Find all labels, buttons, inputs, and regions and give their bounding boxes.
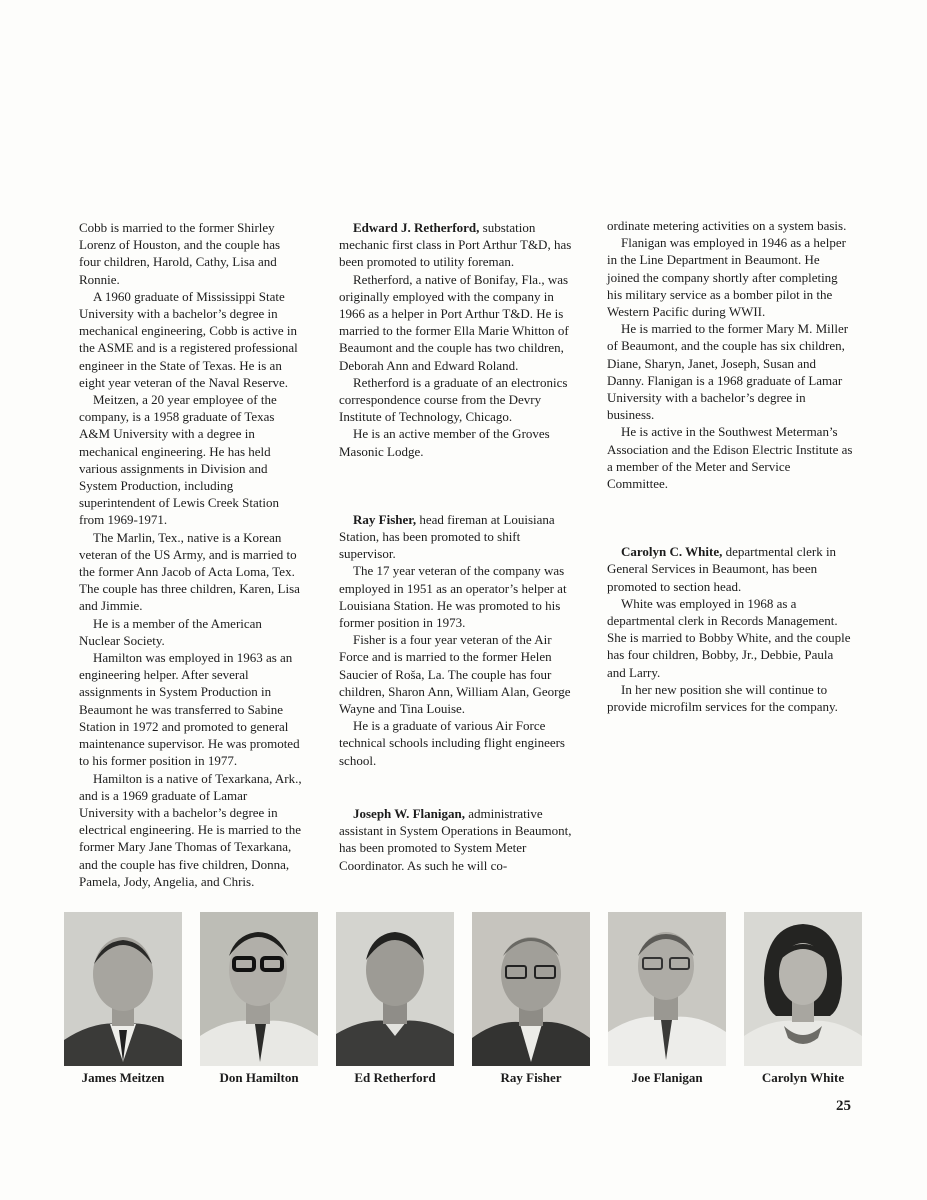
portrait-caption: Don Hamilton bbox=[219, 1070, 299, 1085]
portrait-caption: Ed Retherford bbox=[354, 1070, 436, 1085]
fisher-lead-text: head fireman at Louisiana Station, has been promoted to shift supervisor. bbox=[339, 511, 555, 562]
paragraph: Fisher is a four year veteran of the Air Force and is married to the former Helen Saucier of Roša, La. The couple has four children, Sharon Ann, William Alan, George Wayne and Tina Louise. bbox=[339, 632, 571, 717]
paragraph: Hamilton is a native of Texarkana, Ark., and is a 1969 graduate of Lamar University with a bachelor’s degree in electrical engineering. He is married to the former Mary Jane Thomas of Texarkana, and the couple has five children, Donna, Pamela, Jody, Angelia, and Chris. bbox=[79, 770, 302, 889]
flanigan-lead-text: administrative assistant in System Operations in Beaumont, has been promoted to System Meter Coordinator. As such he will co- bbox=[339, 805, 572, 873]
paragraph: He is married to the former Mary M. Miller of Beaumont, and the couple has six children, Diane, Sharyn, Janet, Joseph, Susan and Danny. Flanigan is a 1968 graduate of Lamar University with a bachelor’s degree in business. bbox=[607, 321, 849, 423]
portrait-card bbox=[744, 912, 862, 1085]
white-lead-text: departmental clerk in General Services in Beaumont, has been promoted to section head. bbox=[607, 544, 837, 594]
paragraph: The 17 year veteran of the company was employed in 1951 as an operator’s helper at Louisiana Station. He was promoted to his former position in 1973. bbox=[339, 563, 567, 631]
paragraph: Meitzen, a 20 year employee of the company, is a 1958 graduate of Texas A&M University with a degree in mechanical engineering. He has held various assignments in Division and System Production, including superintendent of Lewis Creek Station from 1969-1971. bbox=[79, 392, 280, 528]
retherford-lead-text: substation mechanic first class in Port Arthur T&D, has been promoted to utility foreman. bbox=[339, 220, 572, 270]
portrait-strip bbox=[0, 912, 927, 1092]
paragraph: He is a graduate of various Air Force technical schools including flight engineers school. bbox=[339, 718, 565, 768]
portrait-caption: Ray Fisher bbox=[500, 1070, 562, 1085]
fisher-name: Ray Fisher, bbox=[353, 511, 417, 527]
paragraph: He is active in the Southwest Meterman’s Association and the Edison Electric Institute as a member of the Meter and Service Committee. bbox=[607, 424, 853, 492]
paragraph: The Marlin, Tex., native is a Korean veteran of the US Army, and is married to the former Ann Jacob of Acta Loma, Tex. The couple has three children, Karen, Lisa and Jimmie. bbox=[79, 529, 300, 614]
article-column-2 bbox=[339, 219, 577, 874]
portrait-photo bbox=[744, 912, 862, 1066]
paragraph: ordinate metering activities on a system basis. bbox=[607, 218, 847, 233]
paragraph: In her new position she will continue to provide microfilm services for the company. bbox=[607, 681, 838, 715]
portrait-caption: James Meitzen bbox=[81, 1070, 165, 1085]
paragraph: Cobb is married to the former Shirley Lorenz of Houston, and the couple has four children, Harold, Cathy, Lisa and Ronnie. bbox=[79, 220, 281, 287]
paragraph: Hamilton was employed in 1963 as an engineering helper. After several assignments in System Production in Beaumont he was transferred to Sabine Station in 1972 and promoted to general maintenance supervisor. He was promoted to his former position in 1977. bbox=[79, 650, 300, 769]
paragraph: White was employed in 1968 as a departmental clerk in Records Management. She is married to Bobby White, and the couple has four children, Bobby, Jr., Debbie, Paula and Larry. bbox=[607, 595, 851, 680]
paragraph: He is a member of the American Nuclear Society. bbox=[79, 615, 262, 648]
portrait-caption: Carolyn White bbox=[761, 1070, 845, 1085]
portrait-photo bbox=[472, 912, 590, 1066]
portrait-card bbox=[608, 912, 726, 1085]
portrait-caption: Joe Flanigan bbox=[631, 1070, 703, 1085]
portrait-card bbox=[336, 912, 454, 1085]
article-column-1 bbox=[79, 219, 303, 890]
portrait-card bbox=[64, 912, 182, 1085]
fisher-lead bbox=[339, 511, 577, 563]
page-number: 25 bbox=[836, 1098, 851, 1114]
portrait-photo bbox=[64, 912, 182, 1066]
flanigan-lead bbox=[339, 805, 577, 874]
paragraph: Retherford is a graduate of an electronics correspondence course from the Devry Institute of Technology, Chicago. bbox=[339, 374, 568, 425]
portrait-card bbox=[200, 912, 318, 1085]
portrait-photo bbox=[336, 912, 454, 1066]
retherford-lead bbox=[339, 219, 577, 271]
portrait-photo bbox=[608, 912, 726, 1066]
retherford-name: Edward J. Retherford, bbox=[353, 220, 480, 235]
paragraph: Flanigan was employed in 1946 as a helper in the Line Department in Beaumont. He joined the company shortly after completing his military service as a bomber pilot in the Western Pacific during WWII. bbox=[607, 235, 846, 320]
portrait-photo bbox=[200, 912, 318, 1066]
paragraph: A 1960 graduate of Mississippi State University with a bachelor’s degree in mechanical engineering, Cobb is active in the ASME and is a registered professional engineer in the State of Texas. He is an eight year veteran of the Naval Reserve. bbox=[79, 288, 298, 390]
article-column-3 bbox=[607, 217, 853, 715]
white-lead bbox=[607, 543, 853, 595]
paragraph: Retherford, a native of Bonifay, Fla., was originally employed with the company in 1966 as a helper in Port Arthur T&D. He is married to the former Ella Marie Whitton of Beaumont and the couple has two children, Deborah Ann and Edward Roland. bbox=[339, 271, 569, 373]
white-name: Carolyn C. White, bbox=[621, 544, 723, 560]
flanigan-name: Joseph W. Flanigan, bbox=[353, 805, 465, 821]
paragraph: He is an active member of the Groves Masonic Lodge. bbox=[339, 426, 550, 459]
portrait-card bbox=[472, 912, 590, 1085]
